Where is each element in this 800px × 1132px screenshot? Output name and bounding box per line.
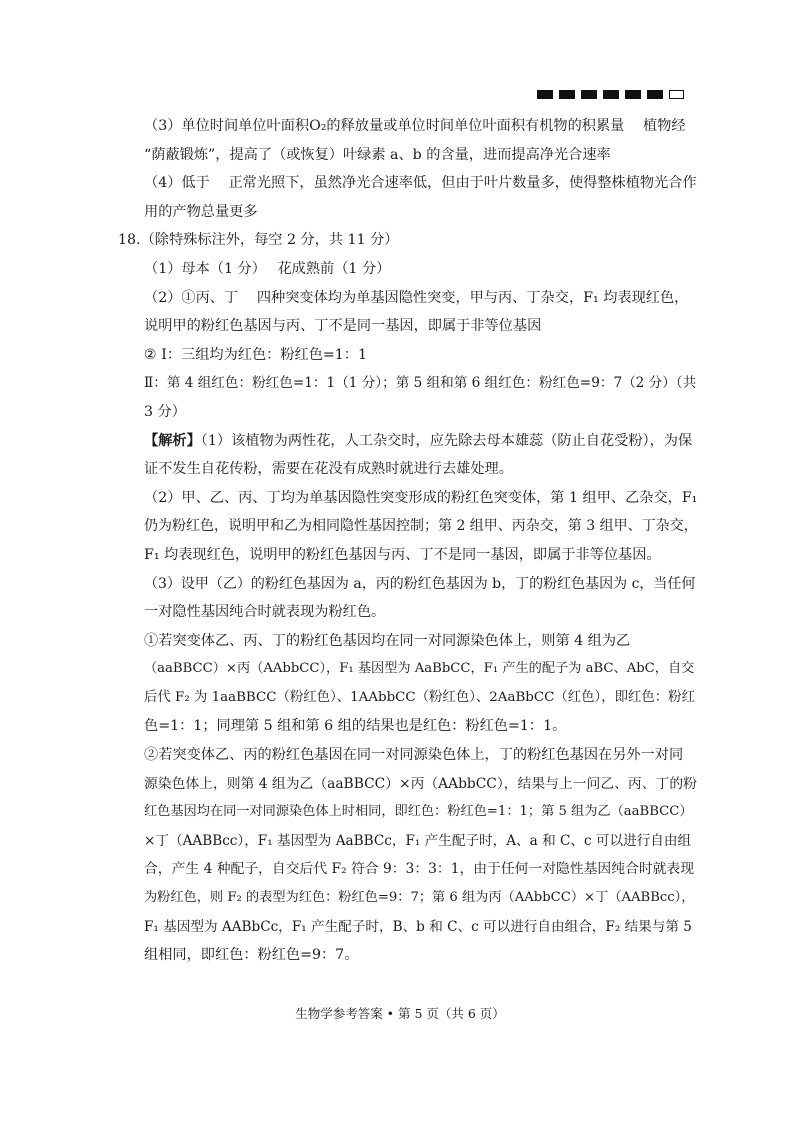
text-line: 合，产生 4 种配子，自交后代 F₂ 符合 9：3：3：1，由于任何一对隐性基因纯合时就表现 [144,861,695,878]
text-line: 用的产物总量更多 [144,203,258,220]
text-line: （3）设甲（乙）的粉红色基因为 a，丙的粉红色基因为 b，丁的粉红色基因为 c，当任何 [144,575,696,592]
page-mark-current [669,90,684,99]
text-line: （4）低于 正常光照下，虽然净光合速率低，但由于叶片数量多，使得整株植物光合作 [144,175,697,192]
text-line: 源染色体上，则第 4 组为乙（aaBBCC）×丙（AAbbCC），结果与上一问乙、丙、丁的粉 [144,775,697,792]
page-mark [581,90,597,99]
text-line: “荫蔽锻炼”，提高了（或恢复）叶绿素 a、b 的含量，进而提高净光合速率 [144,146,611,163]
text-line: （2）甲、乙、丙、丁均为单基因隐性突变形成的粉红色突变体，第 1 组甲、乙杂交，F₁ [144,489,698,506]
text-line: 一对隐性基因纯合时就表现为粉红色。 [144,604,386,621]
answer-body [118,112,698,970]
text-line: 仍为粉红色，说明甲和乙为相同隐性基因控制；第 2 组甲、丙杂交，第 3 组甲、丁杂交， [144,518,698,535]
text-line: ①若突变体乙、丙、丁的粉红色基因均在同一对同源染色体上，则第 4 组为乙 [144,632,631,649]
page-mark [647,90,663,99]
page-progress-marks [537,90,684,99]
question-heading: 18.（除特殊标注外，每空 2 分，共 11 分） [118,232,399,249]
text-line: 红色基因均在同一对同源染色体上时相同，即红色：粉红色=1：1；第 5 组为乙（aaBBCC） [144,804,693,820]
text-line: 为粉红色，则 F₂ 的表型为红色：粉红色=9：7；第 6 组为丙（AAbbCC）×丁（AABBcc）， [144,890,695,906]
text-line: 后代 F₂ 为 1aaBBCC（粉红色）、1AAbbCC（粉红色）、2AaBbCC（红色），即红色：粉红 [144,689,695,705]
text-line: 证不发生自花传粉，需要在花没有成熟时就进行去雄处理。 [144,461,513,478]
page-mark [559,90,575,99]
text-line: （2）①丙、丁 四种突变体均为单基因隐性突变，甲与丙、丁杂交，F₁ 均表现红色， [144,289,689,306]
text-line: 色=1：1；同理第 5 组和第 6 组的结果也是红色：粉红色=1：1。 [144,718,567,735]
text-line: （1）母本（1 分） 花成熟前（1 分） [144,260,391,277]
page-mark [603,90,619,99]
text-line: F₁ 均表现红色，说明甲的粉红色基因与丙、丁不是同一基因，即属于非等位基因。 [144,546,661,563]
analysis-label: 【解析】 [144,432,201,449]
text-line: ×丁（AABBcc），F₁ 基因型为 AaBBCc，F₁ 产生配子时，A、a 和 C、c 可以进行自由组 [144,832,692,849]
analysis-heading-line: 【解析】（1）该植物为两性花，人工杂交时，应先除去母本雄蕊（防止自花受粉），为保 [144,432,693,449]
text-line: ②若突变体乙、丙的粉红色基因在同一对同源染色体上，丁的粉红色基因在另外一对同 [144,747,684,764]
page-mark [625,90,641,99]
text-line: F₁ 基因型为 AABbCc，F₁ 产生配子时，B、b 和 C、c 可以进行自由组合，F₂ 结果与第 5 [144,918,692,935]
text-line: （aaBBCC）×丙（AAbbCC），F₁ 基因型为 AaBbCC，F₁ 产生的配子为 aBC、AbC，自交 [144,661,695,677]
text-line: 3 分） [144,403,186,420]
text-line: Ⅱ：第 4 组红色：粉红色=1：1（1 分）；第 5 组和第 6 组红色：粉红色=9：7（2 分）（共 [144,375,697,392]
page-mark [537,90,553,99]
text-line: （3）单位时间单位叶面积O₂的释放量或单位时间单位叶面积有机物的积累量 植物经 [144,118,686,134]
page-footer: 生物学参考答案 • 第 5 页（共 6 页） [295,1006,505,1021]
text-line: ② Ⅰ：三组均为红色：粉红色=1：1 [144,346,368,363]
text-line: 组相同，即红色：粉红色=9：7。 [144,947,359,964]
text-line: 说明甲的粉红色基因与丙、丁不是同一基因，即属于非等位基因 [144,318,542,335]
